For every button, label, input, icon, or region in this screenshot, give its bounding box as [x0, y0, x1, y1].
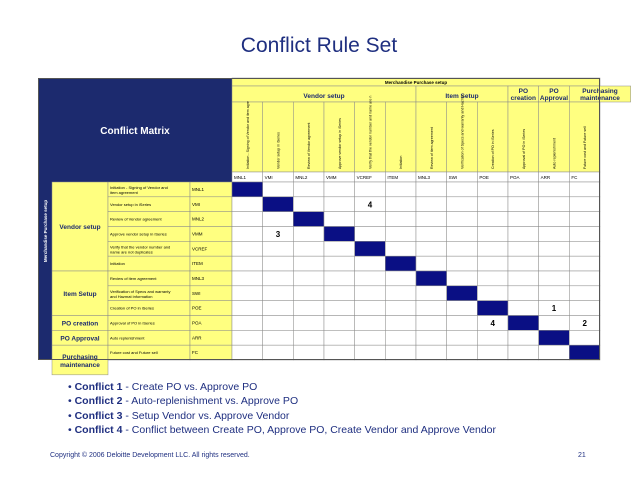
matrix-cell — [355, 271, 386, 286]
row-desc-label: Future cost and Future sell — [110, 350, 158, 356]
row-code-label: MNL1 — [192, 186, 205, 192]
matrix-cell — [477, 330, 508, 345]
matrix-cell — [385, 241, 416, 256]
matrix-cell — [324, 330, 355, 345]
diagonal-cell — [477, 301, 508, 316]
matrix-cell — [355, 316, 386, 331]
matrix-cell — [385, 212, 416, 227]
matrix-cell — [477, 197, 508, 212]
matrix-cell — [508, 330, 539, 345]
conflict-item-1: • Conflict 1 - Create PO vs. Approve PO — [68, 381, 258, 393]
matrix-cell — [355, 345, 386, 360]
matrix-cell — [539, 241, 570, 256]
row-desc-label: Creation of PO in iSeries — [110, 305, 155, 311]
matrix-cell — [447, 330, 478, 345]
matrix-cell — [355, 256, 386, 271]
matrix-cell — [447, 271, 478, 286]
matrix-cell — [508, 182, 539, 197]
row-desc-label: Initiation - Signing of Vendor and — [110, 184, 168, 190]
matrix-cell — [416, 227, 447, 242]
matrix-cell — [263, 345, 294, 360]
matrix-cell — [539, 271, 570, 286]
slide-title: Conflict Rule Set — [240, 34, 398, 57]
matrix-cell — [569, 256, 600, 271]
col-desc-label: Approve vendor setup in iSeries — [337, 118, 342, 169]
conflict-number: 1 — [551, 304, 557, 314]
row-desc-label: Approve vendor setup in iSeries — [110, 231, 167, 237]
row-desc-label: Auto replenishment — [110, 335, 145, 341]
col-desc-label: Approval of PO in iSeries — [521, 128, 526, 169]
col-code-label: MNL1 — [234, 175, 247, 180]
matrix-cell — [293, 256, 324, 271]
col-code-label: FC — [571, 175, 578, 180]
col-code-label: POE — [479, 175, 489, 180]
matrix-cell — [385, 182, 416, 197]
row-group-label: Item Setup — [63, 290, 97, 298]
matrix-cell — [385, 330, 416, 345]
matrix-cell — [385, 286, 416, 301]
col-code-label: VMI — [264, 175, 273, 180]
row-desc-label: Verify that the vendor number and — [110, 244, 171, 250]
row-group-label: PO creation — [61, 320, 99, 328]
row-desc-label: Review of Vendor agreement — [110, 216, 162, 222]
matrix-cell — [293, 316, 324, 331]
matrix-cell — [385, 271, 416, 286]
matrix-cell — [416, 182, 447, 197]
conflict-number: 2 — [582, 318, 587, 328]
diagonal-cell — [293, 212, 324, 227]
diagonal-cell — [263, 197, 294, 212]
col-group-label: Item Setup — [445, 93, 479, 100]
conflict-item-4: • Conflict 4 - Conflict between Create PO, Approve PO, Create Vendor and Approve Vendor — [68, 423, 496, 436]
col-desc-label: Verify that the vendor number and name are n — [368, 95, 373, 169]
conflict-matrix — [38, 78, 620, 369]
col-desc-label: Review of item agreement — [429, 127, 434, 169]
matrix-cell — [508, 345, 539, 360]
diagonal-cell — [385, 256, 416, 271]
col-code-label: MNL3 — [418, 175, 431, 180]
row-code-label: SWI — [192, 290, 201, 296]
matrix-cell — [447, 241, 478, 256]
matrix-cell — [508, 301, 539, 316]
row-code-label: ITEM — [192, 261, 203, 267]
matrix-cell — [232, 227, 263, 242]
matrix-cell — [324, 212, 355, 227]
matrix-cell — [263, 316, 294, 331]
row-code-label: VMM — [192, 231, 203, 237]
diagonal-cell — [416, 271, 447, 286]
matrix-cell — [539, 227, 570, 242]
matrix-cell — [508, 286, 539, 301]
matrix-cell — [569, 212, 600, 227]
col-desc-label: Creation of PO in iSeries — [491, 129, 496, 169]
matrix-cell — [539, 286, 570, 301]
top-header-label: Merchandise Purchase setup — [384, 80, 448, 85]
matrix-cell — [232, 212, 263, 227]
matrix-cell — [324, 316, 355, 331]
matrix-cell — [324, 241, 355, 256]
row-code-label: POE — [192, 305, 202, 311]
col-group-label: Vendor setup — [303, 93, 345, 100]
conflict-number: 4 — [367, 200, 373, 210]
conflict-item-2: • Conflict 2 - Auto-replenishment vs. Approve PO — [68, 395, 299, 408]
matrix-cell — [385, 301, 416, 316]
matrix-cell — [447, 301, 478, 316]
matrix-cell — [416, 316, 447, 331]
diagonal-cell — [539, 330, 570, 345]
matrix-cell — [263, 182, 294, 197]
matrix-cell — [416, 256, 447, 271]
row-code-label: MNL3 — [192, 275, 205, 281]
matrix-cell — [232, 301, 263, 316]
matrix-cell — [232, 241, 263, 256]
matrix-cell — [569, 286, 600, 301]
matrix-cell — [324, 301, 355, 316]
matrix-cell — [293, 182, 324, 197]
col-desc-label: Vendor setup in iSeries — [276, 132, 281, 169]
matrix-cell — [355, 182, 386, 197]
conflict-item-3: • Conflict 3 - Setup Vendor vs. Approve Vendor — [68, 409, 290, 422]
matrix-cell — [416, 345, 447, 360]
matrix-cell — [385, 316, 416, 331]
row-desc-label: item agreement — [110, 189, 138, 195]
matrix-cell — [293, 197, 324, 212]
matrix-cell — [447, 212, 478, 227]
conflict-number: 3 — [275, 229, 281, 239]
matrix-cell — [477, 212, 508, 227]
col-desc-label: Initiation — [399, 155, 404, 169]
matrix-cell — [569, 197, 600, 212]
col-group-label: Approval — [539, 95, 569, 102]
diagonal-cell — [447, 286, 478, 301]
matrix-cell — [447, 345, 478, 360]
row-code-label: POA — [192, 320, 202, 326]
diagonal-cell — [569, 345, 600, 360]
matrix-cell — [232, 197, 263, 212]
diagonal-cell — [355, 241, 386, 256]
row-code-label: ARR — [192, 335, 202, 341]
col-code-label: SWI — [448, 175, 458, 180]
matrix-title: Conflict Matrix — [100, 126, 170, 137]
matrix-cell — [508, 227, 539, 242]
diagonal-cell — [324, 227, 355, 242]
matrix-cell — [355, 301, 386, 316]
matrix-cell — [508, 212, 539, 227]
col-desc-label: Future cost and Future sell — [583, 126, 588, 169]
matrix-cell — [355, 286, 386, 301]
col-group-label: PO — [518, 88, 529, 95]
matrix-cell — [293, 271, 324, 286]
matrix-cell — [539, 197, 570, 212]
matrix-cell — [416, 197, 447, 212]
matrix-cell — [477, 227, 508, 242]
matrix-cell — [263, 301, 294, 316]
col-desc-label: Verification of Specs and warranty and Hazma — [460, 95, 465, 169]
col-code-label: MNL2 — [295, 175, 308, 180]
matrix-cell — [508, 197, 539, 212]
col-group-label: maintenance — [580, 95, 620, 102]
matrix-cell — [447, 227, 478, 242]
row-group-label: Vendor setup — [59, 224, 101, 231]
matrix-cell — [324, 271, 355, 286]
diagonal-cell — [508, 316, 539, 331]
matrix-cell — [232, 345, 263, 360]
matrix-cell — [324, 197, 355, 212]
row-desc-label: Initiation — [110, 261, 125, 267]
matrix-cell — [416, 241, 447, 256]
matrix-cell — [385, 227, 416, 242]
col-group-label: Purchasing — [582, 88, 618, 95]
matrix-cell — [569, 301, 600, 316]
matrix-cell — [263, 256, 294, 271]
matrix-cell — [263, 241, 294, 256]
matrix-cell — [293, 227, 324, 242]
matrix-cell — [569, 330, 600, 345]
matrix-cell — [232, 271, 263, 286]
matrix-cell — [447, 182, 478, 197]
row-desc-label: Vendor setup in iSeries — [110, 201, 152, 207]
matrix-cell — [293, 345, 324, 360]
row-desc-label: Review of item agreement — [110, 275, 157, 281]
conflict-list — [68, 380, 496, 437]
matrix-cell — [569, 227, 600, 242]
row-code-label: VMI — [192, 201, 201, 207]
matrix-cell — [447, 316, 478, 331]
matrix-cell — [324, 345, 355, 360]
conflict-number: 4 — [490, 318, 495, 328]
matrix-cell — [263, 286, 294, 301]
matrix-cell — [477, 286, 508, 301]
col-code-label: ARR — [540, 175, 551, 180]
matrix-cell — [569, 271, 600, 286]
col-code-label: POA — [510, 175, 520, 180]
matrix-cell — [569, 182, 600, 197]
col-group-label: PO — [549, 88, 559, 95]
matrix-cell — [539, 256, 570, 271]
side-header-label: Merchandise Purchase setup — [43, 199, 48, 263]
matrix-cell — [416, 212, 447, 227]
page-number: 21 — [578, 452, 586, 459]
matrix-cell — [355, 330, 386, 345]
row-desc-label: Verification of Specs and warranty — [110, 288, 171, 294]
row-group-label: maintenance — [60, 362, 100, 369]
matrix-cell — [355, 212, 386, 227]
col-desc-label: Auto replenishment — [552, 138, 557, 169]
matrix-cell — [293, 301, 324, 316]
row-code-label: MNL2 — [192, 216, 205, 222]
matrix-cell — [324, 182, 355, 197]
matrix-cell — [539, 345, 570, 360]
matrix-cell — [477, 256, 508, 271]
col-desc-label: Initiation - Signing of Vendor and item agre — [245, 101, 250, 169]
matrix-cell — [447, 256, 478, 271]
row-desc-label: Approval of PO in iSeries — [110, 320, 155, 326]
matrix-cell — [232, 316, 263, 331]
matrix-cell — [232, 286, 263, 301]
matrix-cell — [508, 271, 539, 286]
matrix-cell — [385, 345, 416, 360]
matrix-cell — [539, 182, 570, 197]
matrix-cell — [293, 241, 324, 256]
matrix-cell — [232, 330, 263, 345]
matrix-cell — [293, 330, 324, 345]
matrix-cell — [416, 301, 447, 316]
row-code-label: VCREF — [192, 246, 208, 252]
matrix-cell — [355, 227, 386, 242]
matrix-cell — [293, 286, 324, 301]
matrix-cell — [569, 241, 600, 256]
row-desc-label: and Hazmat information — [110, 293, 153, 299]
col-code-label: ITEM — [387, 175, 399, 180]
col-code-label: VMM — [326, 175, 337, 180]
col-code-label: VCREF — [356, 175, 372, 180]
matrix-cell — [477, 271, 508, 286]
matrix-cell — [416, 330, 447, 345]
row-desc-label: name are not duplicates — [110, 249, 153, 255]
matrix-cell — [324, 256, 355, 271]
matrix-cell — [477, 345, 508, 360]
matrix-cell — [539, 316, 570, 331]
col-desc-label: Review of Vendor agreement — [307, 122, 312, 169]
row-code-label: FC — [192, 350, 198, 356]
matrix-cell — [416, 286, 447, 301]
row-group-label: Purchasing — [62, 354, 98, 361]
row-group-label: PO Approval — [60, 335, 100, 343]
matrix-cell — [477, 182, 508, 197]
matrix-cell — [539, 212, 570, 227]
matrix-cell — [508, 256, 539, 271]
matrix-cell — [263, 212, 294, 227]
matrix-cell — [477, 241, 508, 256]
diagonal-cell — [232, 182, 263, 197]
copyright-text: Copyright © 2006 Deloitte Development LLC. All rights reserved. — [50, 452, 250, 459]
matrix-cell — [263, 330, 294, 345]
col-group-label: creation — [510, 95, 536, 102]
matrix-cell — [324, 286, 355, 301]
matrix-cell — [263, 271, 294, 286]
matrix-cell — [232, 256, 263, 271]
matrix-cell — [447, 197, 478, 212]
matrix-cell — [385, 197, 416, 212]
matrix-cell — [508, 241, 539, 256]
